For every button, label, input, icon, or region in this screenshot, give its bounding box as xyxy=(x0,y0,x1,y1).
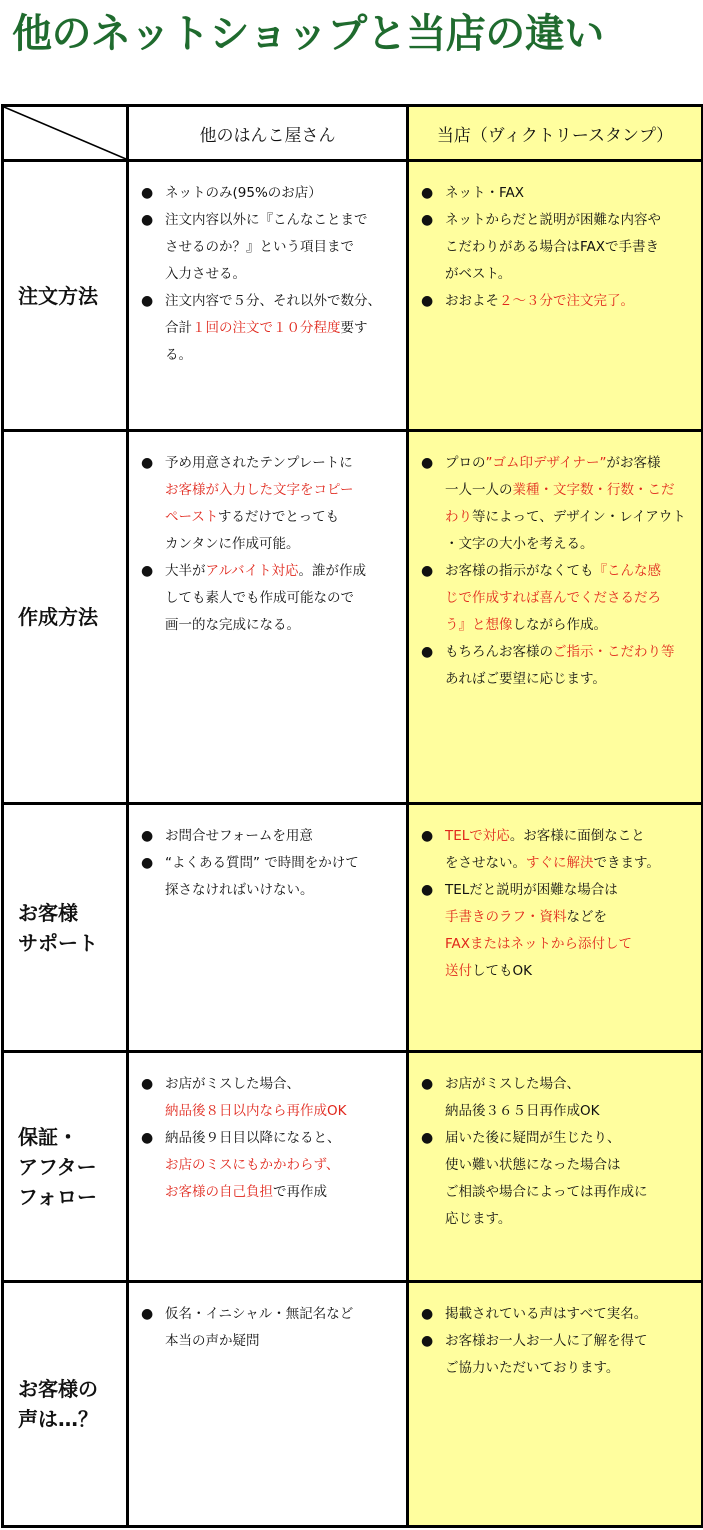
body-text: 予め用意されたテンプレートに xyxy=(165,455,353,471)
bullet-item xyxy=(141,823,396,850)
bullet-item xyxy=(421,450,691,558)
body-text: ご相談や場合によっては再作成に xyxy=(445,1184,648,1200)
body-text: カンタンに作成可能。 xyxy=(165,536,300,552)
bullet-icon: ● xyxy=(421,185,434,201)
body-text: ・文字の大小を考える。 xyxy=(445,536,594,552)
bullet-item xyxy=(141,207,396,288)
body-text: しても素人でも作成可能なので xyxy=(165,590,354,606)
bullet-item xyxy=(141,450,396,558)
body-text: 探さなければいけない。 xyxy=(165,882,314,898)
body-text: 注文内容で５分、それ以外で数分、 xyxy=(165,293,381,309)
bullet-line xyxy=(445,504,691,531)
bullet-line xyxy=(165,1179,396,1206)
bullet-icon: ● xyxy=(141,1130,154,1146)
bullet-line xyxy=(445,1125,691,1152)
bullet-line xyxy=(445,823,691,850)
bullet-icon: ● xyxy=(421,563,434,579)
row-label-line: お客様の xyxy=(18,1377,98,1401)
row-production xyxy=(3,431,703,804)
body-text: ネット・FAX xyxy=(445,185,525,201)
bullet-line xyxy=(445,958,691,985)
bullet-line xyxy=(445,450,691,477)
bullet-icon: ● xyxy=(421,293,434,309)
highlight-text: ”ゴム印デザイナー” xyxy=(485,455,607,471)
bullet-item xyxy=(421,207,691,288)
highlight-text: アルバイト対応 xyxy=(205,563,299,579)
body-text: するだけでとっても xyxy=(217,509,340,525)
bullet-icon: ● xyxy=(141,455,154,471)
bullet-icon: ● xyxy=(141,1306,154,1322)
body-text: る。 xyxy=(165,347,192,363)
bullet-line xyxy=(445,477,691,504)
body-text: 大半が xyxy=(165,563,206,579)
bullet-icon: ● xyxy=(421,1130,434,1146)
body-text: ネットからだと説明が困難な内容や xyxy=(445,212,661,228)
body-text: してもOK xyxy=(472,963,532,979)
bullet-line xyxy=(445,666,691,693)
our-shop-cell xyxy=(408,1052,703,1282)
bullet-line xyxy=(165,585,396,612)
bullet-item xyxy=(421,1328,691,1382)
header-other-shops: 他のはんこ屋さん xyxy=(128,106,408,161)
highlight-text: 『こんな感 xyxy=(593,563,661,579)
bullet-line xyxy=(445,1098,691,1125)
bullet-line xyxy=(165,1152,396,1179)
body-text: 注文内容以外に『こんなことまで xyxy=(165,212,368,228)
bullet-line xyxy=(445,288,691,315)
row-label-line: 注文方法 xyxy=(18,283,98,308)
bullet-item xyxy=(141,558,396,639)
bullet-line xyxy=(165,1328,396,1355)
highlight-text: 納品後８日以内なら再作成OK xyxy=(165,1103,347,1119)
row-label-line: お客様 xyxy=(18,900,78,925)
other-shops-cell xyxy=(128,804,408,1052)
row-label-line: 声は…？ xyxy=(18,1407,98,1431)
body-text: お店がミスした場合、 xyxy=(165,1076,300,1092)
bullet-item xyxy=(421,558,691,639)
body-text: 掲載されている声はすべて実名。 xyxy=(445,1306,648,1322)
row-guarantee xyxy=(3,1052,703,1282)
bullet-line xyxy=(445,877,691,904)
body-text: 合計 xyxy=(165,320,192,336)
row-label-line: 作成方法 xyxy=(18,605,98,629)
row-label-line: アフター xyxy=(18,1154,97,1179)
bullet-line xyxy=(445,1071,691,1098)
bullet-item xyxy=(421,1301,691,1328)
bullet-icon: ● xyxy=(141,828,154,844)
our-shop-cell xyxy=(408,161,703,431)
highlight-text: FAXまたはネットから添付して xyxy=(445,936,633,952)
row-label-line: フォロー xyxy=(18,1184,97,1209)
bullet-item xyxy=(421,877,691,985)
bullet-icon: ● xyxy=(141,185,154,201)
bullet-line xyxy=(445,207,691,234)
bullet-item xyxy=(421,180,691,207)
body-text: もちろんお客様の xyxy=(445,644,553,660)
bullet-line xyxy=(445,180,691,207)
page-title: 他のネットショップと当店の違い xyxy=(12,11,604,57)
bullet-icon: ● xyxy=(421,455,434,471)
other-shops-cell xyxy=(128,431,408,804)
bullet-line xyxy=(445,585,691,612)
body-text: 応じます。 xyxy=(445,1211,512,1227)
bullet-line xyxy=(445,531,691,558)
row-testimonials xyxy=(3,1282,703,1527)
bullet-item xyxy=(421,1125,691,1233)
body-text: プロの xyxy=(445,455,486,471)
other-shops-cell xyxy=(128,161,408,431)
bullet-icon: ● xyxy=(421,1076,434,1092)
highlight-text: お店のミスにもかかわらず、 xyxy=(165,1157,340,1173)
bullet-line xyxy=(445,1355,691,1382)
bullet-line xyxy=(445,1179,691,1206)
body-text: 画一的な完成になる。 xyxy=(165,617,300,633)
bullet-item xyxy=(421,1071,691,1125)
body-text: 納品後９日目以降になると、 xyxy=(165,1130,341,1146)
body-text: “よくある質問” で時間をかけて xyxy=(165,855,359,871)
bullet-line xyxy=(445,1206,691,1233)
corner-cell xyxy=(3,106,128,161)
row-label xyxy=(3,431,128,804)
row-label xyxy=(3,804,128,1052)
highlight-text: すぐに解決 xyxy=(526,855,594,871)
highlight-text: お客様の自己負担 xyxy=(165,1184,273,1200)
other-shops-cell xyxy=(128,1282,408,1527)
bullet-line xyxy=(445,261,691,288)
bullet-line xyxy=(165,342,396,369)
body-text: ネットのみ(95%のお店） xyxy=(165,185,322,201)
bullet-line xyxy=(165,850,396,877)
body-text: しながら作成。 xyxy=(512,617,607,633)
our-shop-cell xyxy=(408,804,703,1052)
bullet-icon: ● xyxy=(421,212,434,228)
bullet-item xyxy=(141,288,396,369)
body-text: 仮名・イニシャル・無記名など xyxy=(165,1306,354,1322)
bullet-icon: ● xyxy=(421,1306,434,1322)
bullet-icon: ● xyxy=(421,644,434,660)
row-label xyxy=(3,161,128,431)
bullet-line xyxy=(165,450,396,477)
highlight-text: 手書きのラフ・資料 xyxy=(445,909,567,925)
bullet-line xyxy=(445,1152,691,1179)
bullet-line xyxy=(445,639,691,666)
body-text: 一人一人の xyxy=(445,482,513,498)
row-support xyxy=(3,804,703,1052)
bullet-item xyxy=(421,288,691,315)
highlight-text: お客様が入力した文字をコピー xyxy=(165,482,354,498)
bullet-item xyxy=(141,180,396,207)
bullet-item xyxy=(141,1301,396,1355)
bullet-item xyxy=(141,850,396,904)
body-text: おおよそ xyxy=(445,293,499,309)
highlight-text: TELで対応 xyxy=(445,828,510,844)
highlight-text: じで作成すれば喜んでくださるだろ xyxy=(445,590,661,606)
bullet-line xyxy=(445,612,691,639)
bullet-line xyxy=(445,904,691,931)
bullet-line xyxy=(165,1125,396,1152)
body-text: させるのか？』という項目まで xyxy=(165,239,354,255)
body-text: がベスト。 xyxy=(445,266,512,282)
bullet-line xyxy=(165,823,396,850)
body-text: などを xyxy=(566,909,607,925)
bullet-icon: ● xyxy=(141,855,154,871)
body-text: あればご要望に応じます。 xyxy=(445,671,606,687)
body-text: 入力させる。 xyxy=(165,266,246,282)
other-shops-cell xyxy=(128,1052,408,1282)
body-text: 等によって、デザイン・レイアウト xyxy=(472,509,686,525)
body-text: お客様の指示がなくても xyxy=(445,563,594,579)
body-text: 要す xyxy=(340,320,368,336)
bullet-line xyxy=(445,850,691,877)
our-shop-cell xyxy=(408,431,703,804)
highlight-text: ２～３分で注文完了。 xyxy=(499,293,634,309)
bullet-line xyxy=(165,1301,396,1328)
body-text: こだわりがある場合はFAXで手書き xyxy=(445,239,660,255)
body-text: 。誰が作成 xyxy=(298,563,367,579)
bullet-icon: ● xyxy=(141,293,154,309)
body-text: できます。 xyxy=(593,855,660,871)
body-text: TELだと説明が困難な場合は xyxy=(445,882,618,898)
bullet-line xyxy=(165,1098,396,1125)
bullet-line xyxy=(445,558,691,585)
highlight-text: う』と想像 xyxy=(445,617,513,633)
body-text: 使い難い状態になった場合は xyxy=(445,1157,621,1173)
row-ordering xyxy=(3,161,703,431)
body-text: お問合せフォームを用意 xyxy=(165,828,313,844)
body-text: お客様お一人お一人に了解を得て xyxy=(445,1333,648,1349)
bullet-line xyxy=(445,1328,691,1355)
body-text: 本当の声か疑問 xyxy=(165,1333,260,1349)
bullet-item xyxy=(141,1071,396,1125)
body-text: 。お客様に面倒なこと xyxy=(509,828,645,844)
bullet-icon: ● xyxy=(421,882,434,898)
bullet-icon: ● xyxy=(141,563,154,579)
bullet-line xyxy=(165,234,396,261)
highlight-text: 送付 xyxy=(445,963,472,979)
bullet-line xyxy=(165,180,396,207)
bullet-icon: ● xyxy=(141,212,154,228)
bullet-line xyxy=(165,315,396,342)
our-shop-cell xyxy=(408,1282,703,1527)
bullet-icon: ● xyxy=(141,1076,154,1092)
row-label-line: 保証・ xyxy=(18,1124,78,1149)
diagonal-line xyxy=(4,107,126,159)
row-label xyxy=(3,1052,128,1282)
bullet-line xyxy=(165,288,396,315)
bullet-line xyxy=(445,931,691,958)
bullet-item xyxy=(141,1125,396,1206)
body-text: ご協力いただいております。 xyxy=(445,1360,620,1376)
body-text: で再作成 xyxy=(273,1184,327,1200)
bullet-line xyxy=(165,1071,396,1098)
bullet-line xyxy=(445,1301,691,1328)
header-our-shop: 当店（ヴィクトリースタンプ） xyxy=(408,106,703,161)
highlight-text: 業種・文字数・行数・こだ xyxy=(512,482,675,498)
body-text: がお客様 xyxy=(606,455,661,471)
body-text: 届いた後に疑問が生じたり、 xyxy=(445,1130,621,1146)
highlight-text: １回の注文で１０分程度 xyxy=(192,320,341,336)
bullet-icon: ● xyxy=(421,828,434,844)
bullet-line xyxy=(165,477,396,504)
body-text: 納品後３６５日再作成OK xyxy=(445,1103,600,1119)
bullet-line xyxy=(165,558,396,585)
highlight-text: ご指示・こだわり等 xyxy=(553,644,675,660)
body-text: お店がミスした場合、 xyxy=(445,1076,580,1092)
bullet-line xyxy=(165,207,396,234)
bullet-line xyxy=(165,531,396,558)
row-label xyxy=(3,1282,128,1527)
bullet-line xyxy=(165,877,396,904)
bullet-item xyxy=(421,823,691,877)
row-label-line: サポート xyxy=(18,930,98,955)
bullet-icon: ● xyxy=(421,1333,434,1349)
comparison-table xyxy=(1,104,703,1528)
bullet-line xyxy=(165,261,396,288)
bullet-line xyxy=(445,234,691,261)
highlight-text: ペースト xyxy=(165,509,218,525)
body-text: をさせない。 xyxy=(445,855,526,871)
highlight-text: わり xyxy=(445,509,472,525)
bullet-item xyxy=(421,639,691,693)
bullet-line xyxy=(165,504,396,531)
header-row xyxy=(3,106,703,161)
bullet-line xyxy=(165,612,396,639)
